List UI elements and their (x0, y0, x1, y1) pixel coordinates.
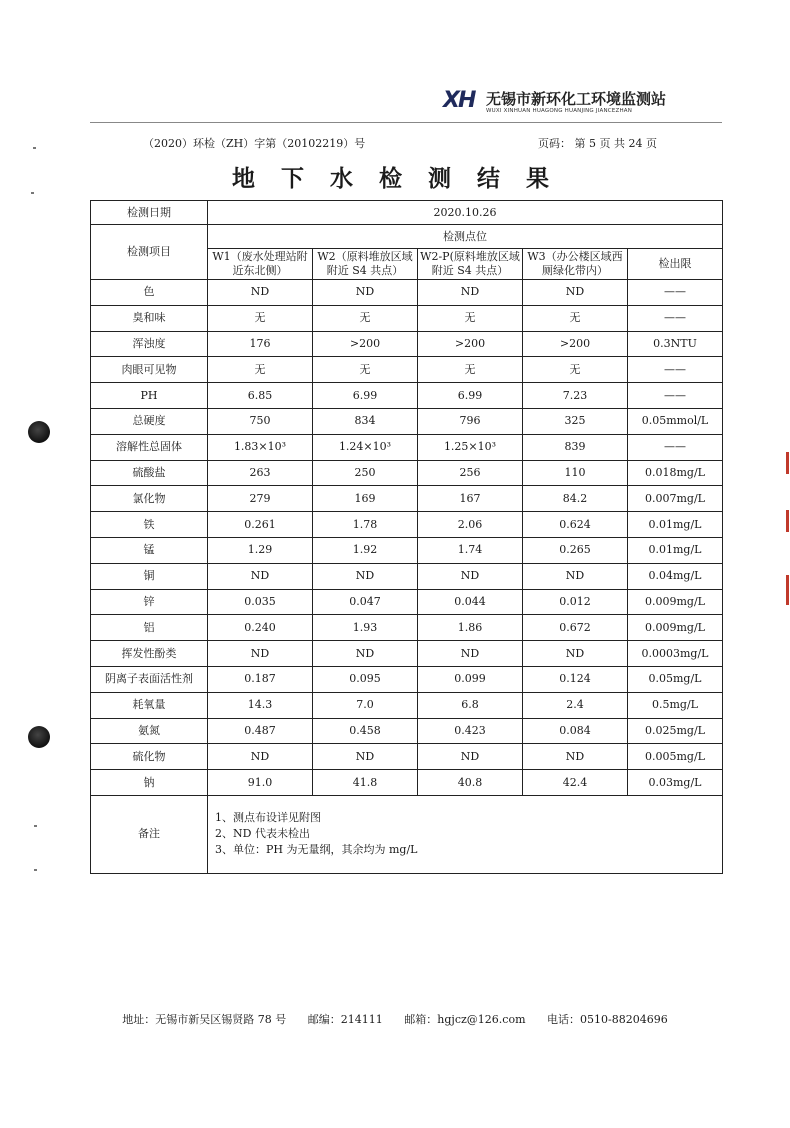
table-row (91, 280, 723, 306)
cell-w2p: ND (418, 744, 523, 770)
edge-mark (786, 575, 789, 605)
cell-w1: 6.85 (208, 383, 313, 409)
row-item: 氯化物 (91, 486, 208, 512)
cell-w2p: 1.74 (418, 537, 523, 563)
cell-w1: ND (208, 744, 313, 770)
table-row (91, 615, 723, 641)
punch-hole-icon (28, 421, 50, 443)
cell-w3: ND (523, 563, 628, 589)
column-header: W3（办公楼区域西厕绿化带内） (523, 249, 628, 280)
row-item: PH (91, 383, 208, 409)
row-item: 锰 (91, 537, 208, 563)
cell-w3: 0.672 (523, 615, 628, 641)
cell-w3: 325 (523, 408, 628, 434)
cell-w1: 0.261 (208, 512, 313, 538)
edge-mark (786, 510, 789, 532)
cell-limit: 0.01mg/L (628, 512, 723, 538)
row-item: 硫酸盐 (91, 460, 208, 486)
cell-w3: 110 (523, 460, 628, 486)
row-item: 耗氧量 (91, 692, 208, 718)
cell-w2p: 1.25×10³ (418, 434, 523, 460)
cell-w2p: 无 (418, 305, 523, 331)
results-table (90, 200, 723, 874)
row-item: 臭和味 (91, 305, 208, 331)
cell-w1: 91.0 (208, 770, 313, 796)
cell-limit: 0.01mg/L (628, 537, 723, 563)
table-row (91, 718, 723, 744)
cell-w3: 无 (523, 357, 628, 383)
cell-w2: 无 (313, 357, 418, 383)
scan-speck (34, 825, 37, 827)
row-item: 挥发性酚类 (91, 641, 208, 667)
footer-postcode: 邮编：214111 (307, 1013, 383, 1026)
cell-w2p: 0.099 (418, 666, 523, 692)
edge-mark (786, 452, 789, 474)
footer (0, 1011, 790, 1027)
cell-w2p: >200 (418, 331, 523, 357)
cell-w3: 7.23 (523, 383, 628, 409)
cell-w3: ND (523, 280, 628, 306)
cell-w2p: 796 (418, 408, 523, 434)
table-body (91, 280, 723, 796)
cell-limit: 0.5mg/L (628, 692, 723, 718)
table-row (91, 589, 723, 615)
cell-w2: 1.78 (313, 512, 418, 538)
cell-w2p: 2.06 (418, 512, 523, 538)
cell-w1: 0.187 (208, 666, 313, 692)
note-item: 1、测点布设详见附图 (215, 811, 321, 825)
cell-w3: 0.624 (523, 512, 628, 538)
cell-w2: ND (313, 744, 418, 770)
cell-w1: 0.487 (208, 718, 313, 744)
cell-w2p: 40.8 (418, 770, 523, 796)
table-row (91, 770, 723, 796)
footer-email: 邮箱：hgjcz@126.com (404, 1013, 526, 1026)
table-row (91, 666, 723, 692)
cell-w1: 0.035 (208, 589, 313, 615)
cell-limit: —— (628, 280, 723, 306)
cell-w2: 834 (313, 408, 418, 434)
cell-w2p: 无 (418, 357, 523, 383)
scan-speck (33, 147, 36, 149)
cell-w2: 1.24×10³ (313, 434, 418, 460)
table-row (91, 460, 723, 486)
table-row (91, 692, 723, 718)
table-row (91, 512, 723, 538)
cell-w3: 0.084 (523, 718, 628, 744)
cell-w2: ND (313, 563, 418, 589)
table-row (91, 537, 723, 563)
row-item: 浑浊度 (91, 331, 208, 357)
cell-limit: —— (628, 357, 723, 383)
cell-w3: 0.124 (523, 666, 628, 692)
notes-row (91, 795, 723, 873)
cell-w2: 169 (313, 486, 418, 512)
row-item: 氨氮 (91, 718, 208, 744)
cell-w1: ND (208, 641, 313, 667)
table-row (91, 563, 723, 589)
table-row (91, 408, 723, 434)
row-item: 钠 (91, 770, 208, 796)
column-header: W1（废水处理站附近东北侧） (208, 249, 313, 280)
cell-w3: 0.012 (523, 589, 628, 615)
note-item: 2、ND 代表未检出 (215, 827, 310, 841)
column-header: W2-P(原料堆放区域附近 S4 共点） (418, 249, 523, 280)
date-value: 2020.10.26 (208, 201, 723, 225)
detect-limit-label: 检出限 (628, 249, 723, 280)
row-item: 硫化物 (91, 744, 208, 770)
cell-w3: 42.4 (523, 770, 628, 796)
table-row (91, 305, 723, 331)
row-item: 铜 (91, 563, 208, 589)
cell-w2p: ND (418, 280, 523, 306)
cell-w1: 14.3 (208, 692, 313, 718)
cell-w3: ND (523, 744, 628, 770)
cell-w3: >200 (523, 331, 628, 357)
footer-phone: 电话：0510-88204696 (547, 1013, 668, 1026)
footer-address: 地址：无锡市新吴区锡贤路 78 号 (122, 1013, 287, 1026)
cell-w1: 176 (208, 331, 313, 357)
cell-limit: 0.3NTU (628, 331, 723, 357)
cell-w1: 263 (208, 460, 313, 486)
date-row (91, 201, 723, 225)
cell-w2: ND (313, 641, 418, 667)
cell-limit: 0.025mg/L (628, 718, 723, 744)
cell-w2: 0.458 (313, 718, 418, 744)
cell-limit: 0.04mg/L (628, 563, 723, 589)
cell-limit: 0.018mg/L (628, 460, 723, 486)
cell-limit: 0.05mg/L (628, 666, 723, 692)
cell-w2: 0.047 (313, 589, 418, 615)
cell-w3: ND (523, 641, 628, 667)
cell-w3: 0.265 (523, 537, 628, 563)
cell-w2: 无 (313, 305, 418, 331)
item-label: 检测项目 (91, 225, 208, 280)
scan-speck (34, 869, 37, 871)
cell-w2p: 256 (418, 460, 523, 486)
scan-speck (31, 192, 34, 194)
cell-w2p: 6.8 (418, 692, 523, 718)
cell-w1: 无 (208, 305, 313, 331)
row-item: 总硬度 (91, 408, 208, 434)
header-divider (90, 122, 722, 123)
logo-mark: XH (443, 88, 475, 113)
cell-w2: 6.99 (313, 383, 418, 409)
points-label: 检测点位 (208, 225, 723, 249)
table-row (91, 744, 723, 770)
cell-w2p: ND (418, 563, 523, 589)
document-number: （2020）环检（ZH）字第（20102219）号 (143, 137, 366, 150)
row-item: 肉眼可见物 (91, 357, 208, 383)
table-row (91, 434, 723, 460)
cell-w1: 1.83×10³ (208, 434, 313, 460)
row-item: 铁 (91, 512, 208, 538)
cell-w1: 0.240 (208, 615, 313, 641)
logo-english-name: WUXI XINHUAN HUAGONG HUANJING JIANCEZHAN (486, 108, 633, 114)
punch-hole-icon (28, 726, 50, 748)
cell-limit: 0.009mg/L (628, 615, 723, 641)
cell-w1: 279 (208, 486, 313, 512)
cell-w2p: 167 (418, 486, 523, 512)
cell-w1: 750 (208, 408, 313, 434)
cell-w2: >200 (313, 331, 418, 357)
cell-limit: 0.0003mg/L (628, 641, 723, 667)
cell-w2: ND (313, 280, 418, 306)
note-item: 3、单位：PH 为无量纲，其余均为 mg/L (215, 843, 418, 857)
cell-limit: —— (628, 434, 723, 460)
cell-w1: 1.29 (208, 537, 313, 563)
date-label: 检测日期 (91, 201, 208, 225)
cell-w1: ND (208, 563, 313, 589)
cell-w2p: 6.99 (418, 383, 523, 409)
table-row (91, 641, 723, 667)
cell-limit: —— (628, 305, 723, 331)
cell-w3: 2.4 (523, 692, 628, 718)
cell-w2: 7.0 (313, 692, 418, 718)
cell-w2p: 0.423 (418, 718, 523, 744)
row-item: 阴离子表面活性剂 (91, 666, 208, 692)
row-item: 锌 (91, 589, 208, 615)
cell-limit: 0.007mg/L (628, 486, 723, 512)
page-info: 页码： 第 5 页 共 24 页 (538, 137, 657, 150)
cell-w3: 839 (523, 434, 628, 460)
cell-w2p: 1.86 (418, 615, 523, 641)
cell-w1: ND (208, 280, 313, 306)
cell-w1: 无 (208, 357, 313, 383)
logo (443, 86, 743, 120)
cell-w2p: 0.044 (418, 589, 523, 615)
row-item: 溶解性总固体 (91, 434, 208, 460)
cell-w2p: ND (418, 641, 523, 667)
cell-w3: 无 (523, 305, 628, 331)
cell-limit: 0.03mg/L (628, 770, 723, 796)
cell-w2: 41.8 (313, 770, 418, 796)
notes-label: 备注 (91, 795, 208, 873)
cell-w2: 1.92 (313, 537, 418, 563)
cell-w2: 0.095 (313, 666, 418, 692)
cell-limit: —— (628, 383, 723, 409)
table-row (91, 383, 723, 409)
cell-w2: 1.93 (313, 615, 418, 641)
page-title: 地 下 水 检 测 结 果 (231, 166, 559, 192)
logo-chinese-name: 无锡市新环化工环境监测站 (486, 90, 667, 108)
cell-w2: 250 (313, 460, 418, 486)
row-item: 铝 (91, 615, 208, 641)
table-row (91, 486, 723, 512)
cell-limit: 0.05mmol/L (628, 408, 723, 434)
cell-limit: 0.005mg/L (628, 744, 723, 770)
column-header: W2（原料堆放区域附近 S4 共点） (313, 249, 418, 280)
table-row (91, 357, 723, 383)
cell-w3: 84.2 (523, 486, 628, 512)
cell-limit: 0.009mg/L (628, 589, 723, 615)
table-row (91, 331, 723, 357)
row-item: 色 (91, 280, 208, 306)
notes-content (208, 795, 723, 873)
header-row (91, 225, 723, 249)
